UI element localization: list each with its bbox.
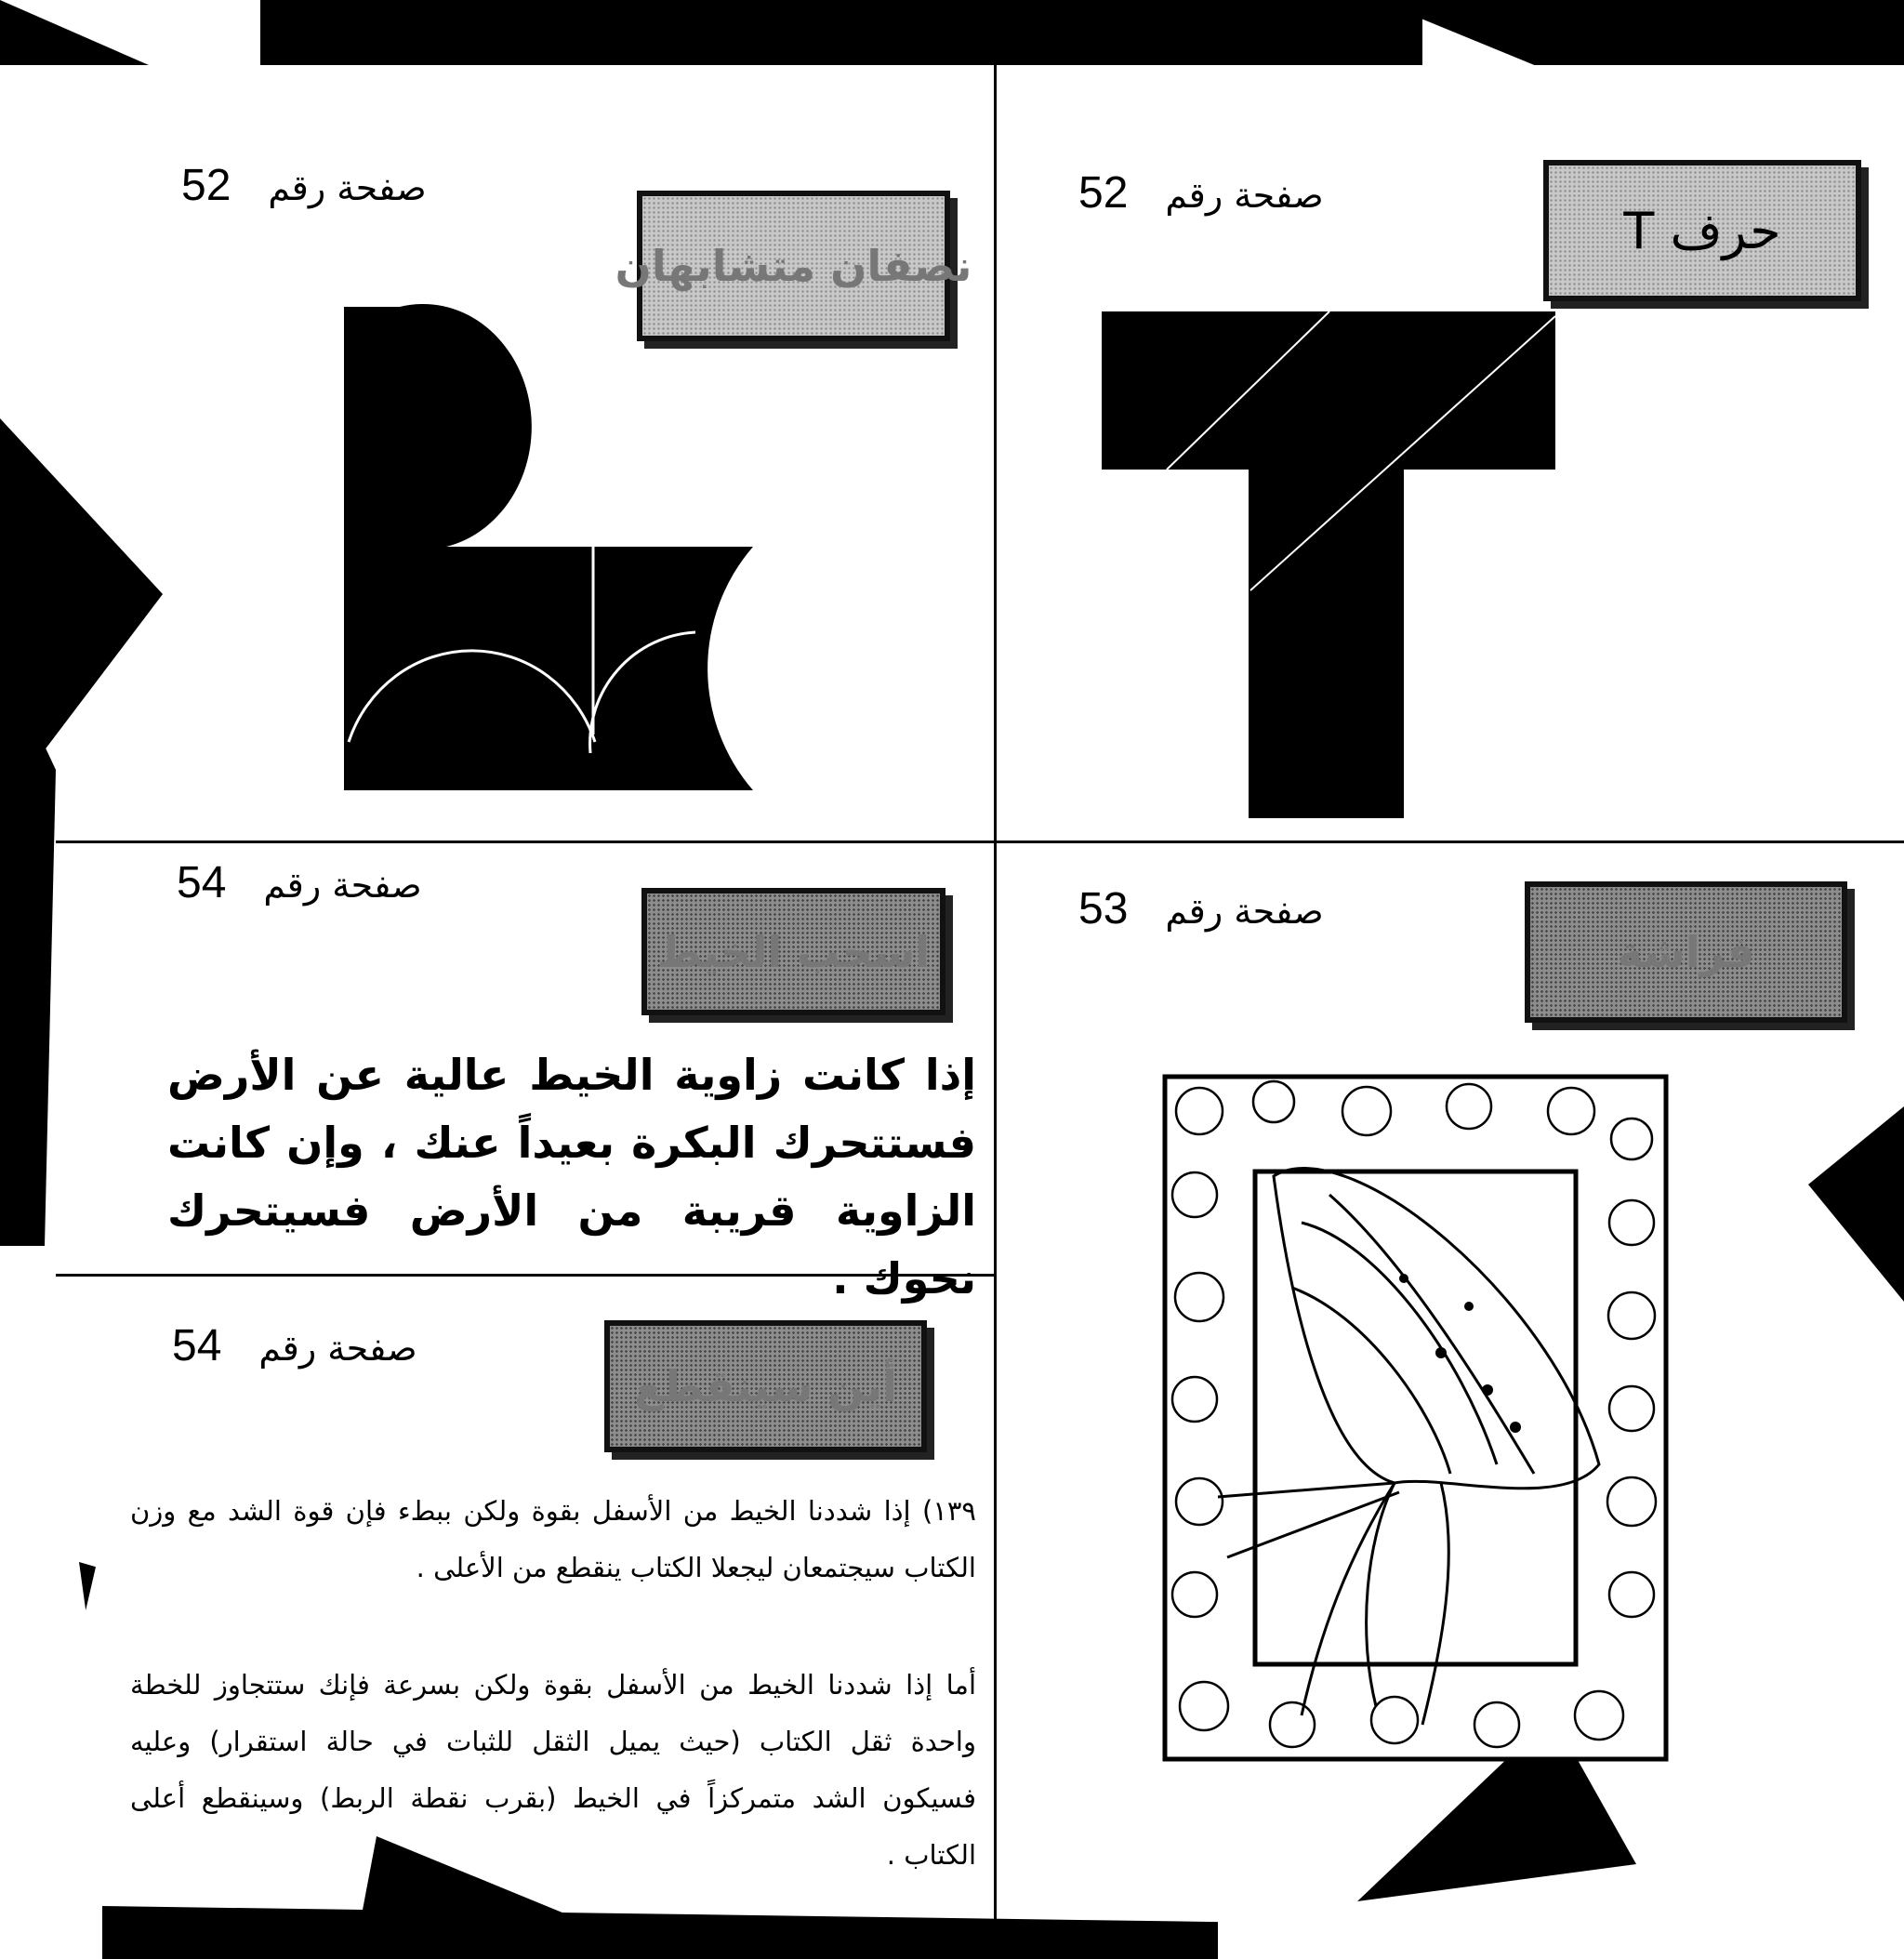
butterfly-illustration-icon bbox=[1162, 1074, 1669, 1762]
page-number: 52 bbox=[181, 161, 231, 210]
page-number: 54 bbox=[177, 858, 227, 907]
t-shape-puzzle-icon bbox=[1102, 311, 1557, 823]
title-box bbox=[1543, 160, 1861, 301]
collage-bottom-strip bbox=[102, 1906, 1218, 1959]
title-box bbox=[1525, 881, 1847, 1023]
title-box bbox=[604, 1320, 927, 1452]
two-halves-shape-icon bbox=[344, 307, 758, 795]
grid-center-divider bbox=[994, 65, 997, 1925]
page-label: صفحة رقم bbox=[268, 167, 427, 208]
grid-row-divider-1 bbox=[56, 841, 1904, 843]
collage-top-right-wedge bbox=[1376, 0, 1904, 65]
page-number: 54 bbox=[172, 1321, 222, 1370]
page-reference bbox=[172, 1320, 417, 1371]
collage-left-small-wedge bbox=[79, 1562, 96, 1610]
page-reference bbox=[181, 160, 427, 211]
cell-title: نصفان متشابهان bbox=[615, 241, 972, 291]
cell-title: فراشة bbox=[1617, 927, 1755, 977]
cell-title: أين سينقطع bbox=[634, 1361, 897, 1411]
body-text: إذا كانت زاوية الخيط عالية عن الأرض فستتحرك البكرة بعيداً عنك ، وإن كانت الزاوية قريبة من الأرض فسيتحرك نحوك . bbox=[167, 1050, 976, 1304]
cell-title: حرف T bbox=[1623, 201, 1781, 260]
collage-top-strip bbox=[260, 0, 1422, 65]
page-reference bbox=[1078, 883, 1324, 934]
cell-title: اسحب الخيط bbox=[656, 926, 931, 977]
page-reference bbox=[177, 857, 422, 908]
page-reference bbox=[1078, 167, 1324, 218]
page-label: صفحة رقم bbox=[258, 1328, 417, 1369]
page-number: 53 bbox=[1078, 884, 1129, 933]
page-label: صفحة رقم bbox=[1165, 891, 1324, 932]
page-label: صفحة رقم bbox=[1165, 175, 1324, 216]
collage-right-triangle bbox=[1808, 1106, 1904, 1302]
page-number: 52 bbox=[1078, 168, 1129, 218]
body-paragraph-2: أما إذا شددنا الخيط من الأسفل بقوة ولكن بسرعة فإنك ستتجاوز للخطة واحدة ثقل الكتاب (حيث يميل الثقل للثبات في حالة استقرار) وعليه فسيكون الشد متمركزاً في الخيط (بقرب نقطة الربط) وسينقطع أعلى الكتاب . bbox=[130, 1669, 976, 1871]
body-paragraph-1: ١٣٩) إذا شددنا الخيط من الأسفل بقوة ولكن ببطء فإن قوة الشد مع وزن الكتاب سيجتمعان ليجعلا الكتاب ينقطع من الأعلى . bbox=[130, 1495, 976, 1583]
collage-top-left-wedge bbox=[0, 0, 149, 65]
page-label: صفحة رقم bbox=[263, 865, 422, 906]
title-box bbox=[641, 888, 945, 1015]
